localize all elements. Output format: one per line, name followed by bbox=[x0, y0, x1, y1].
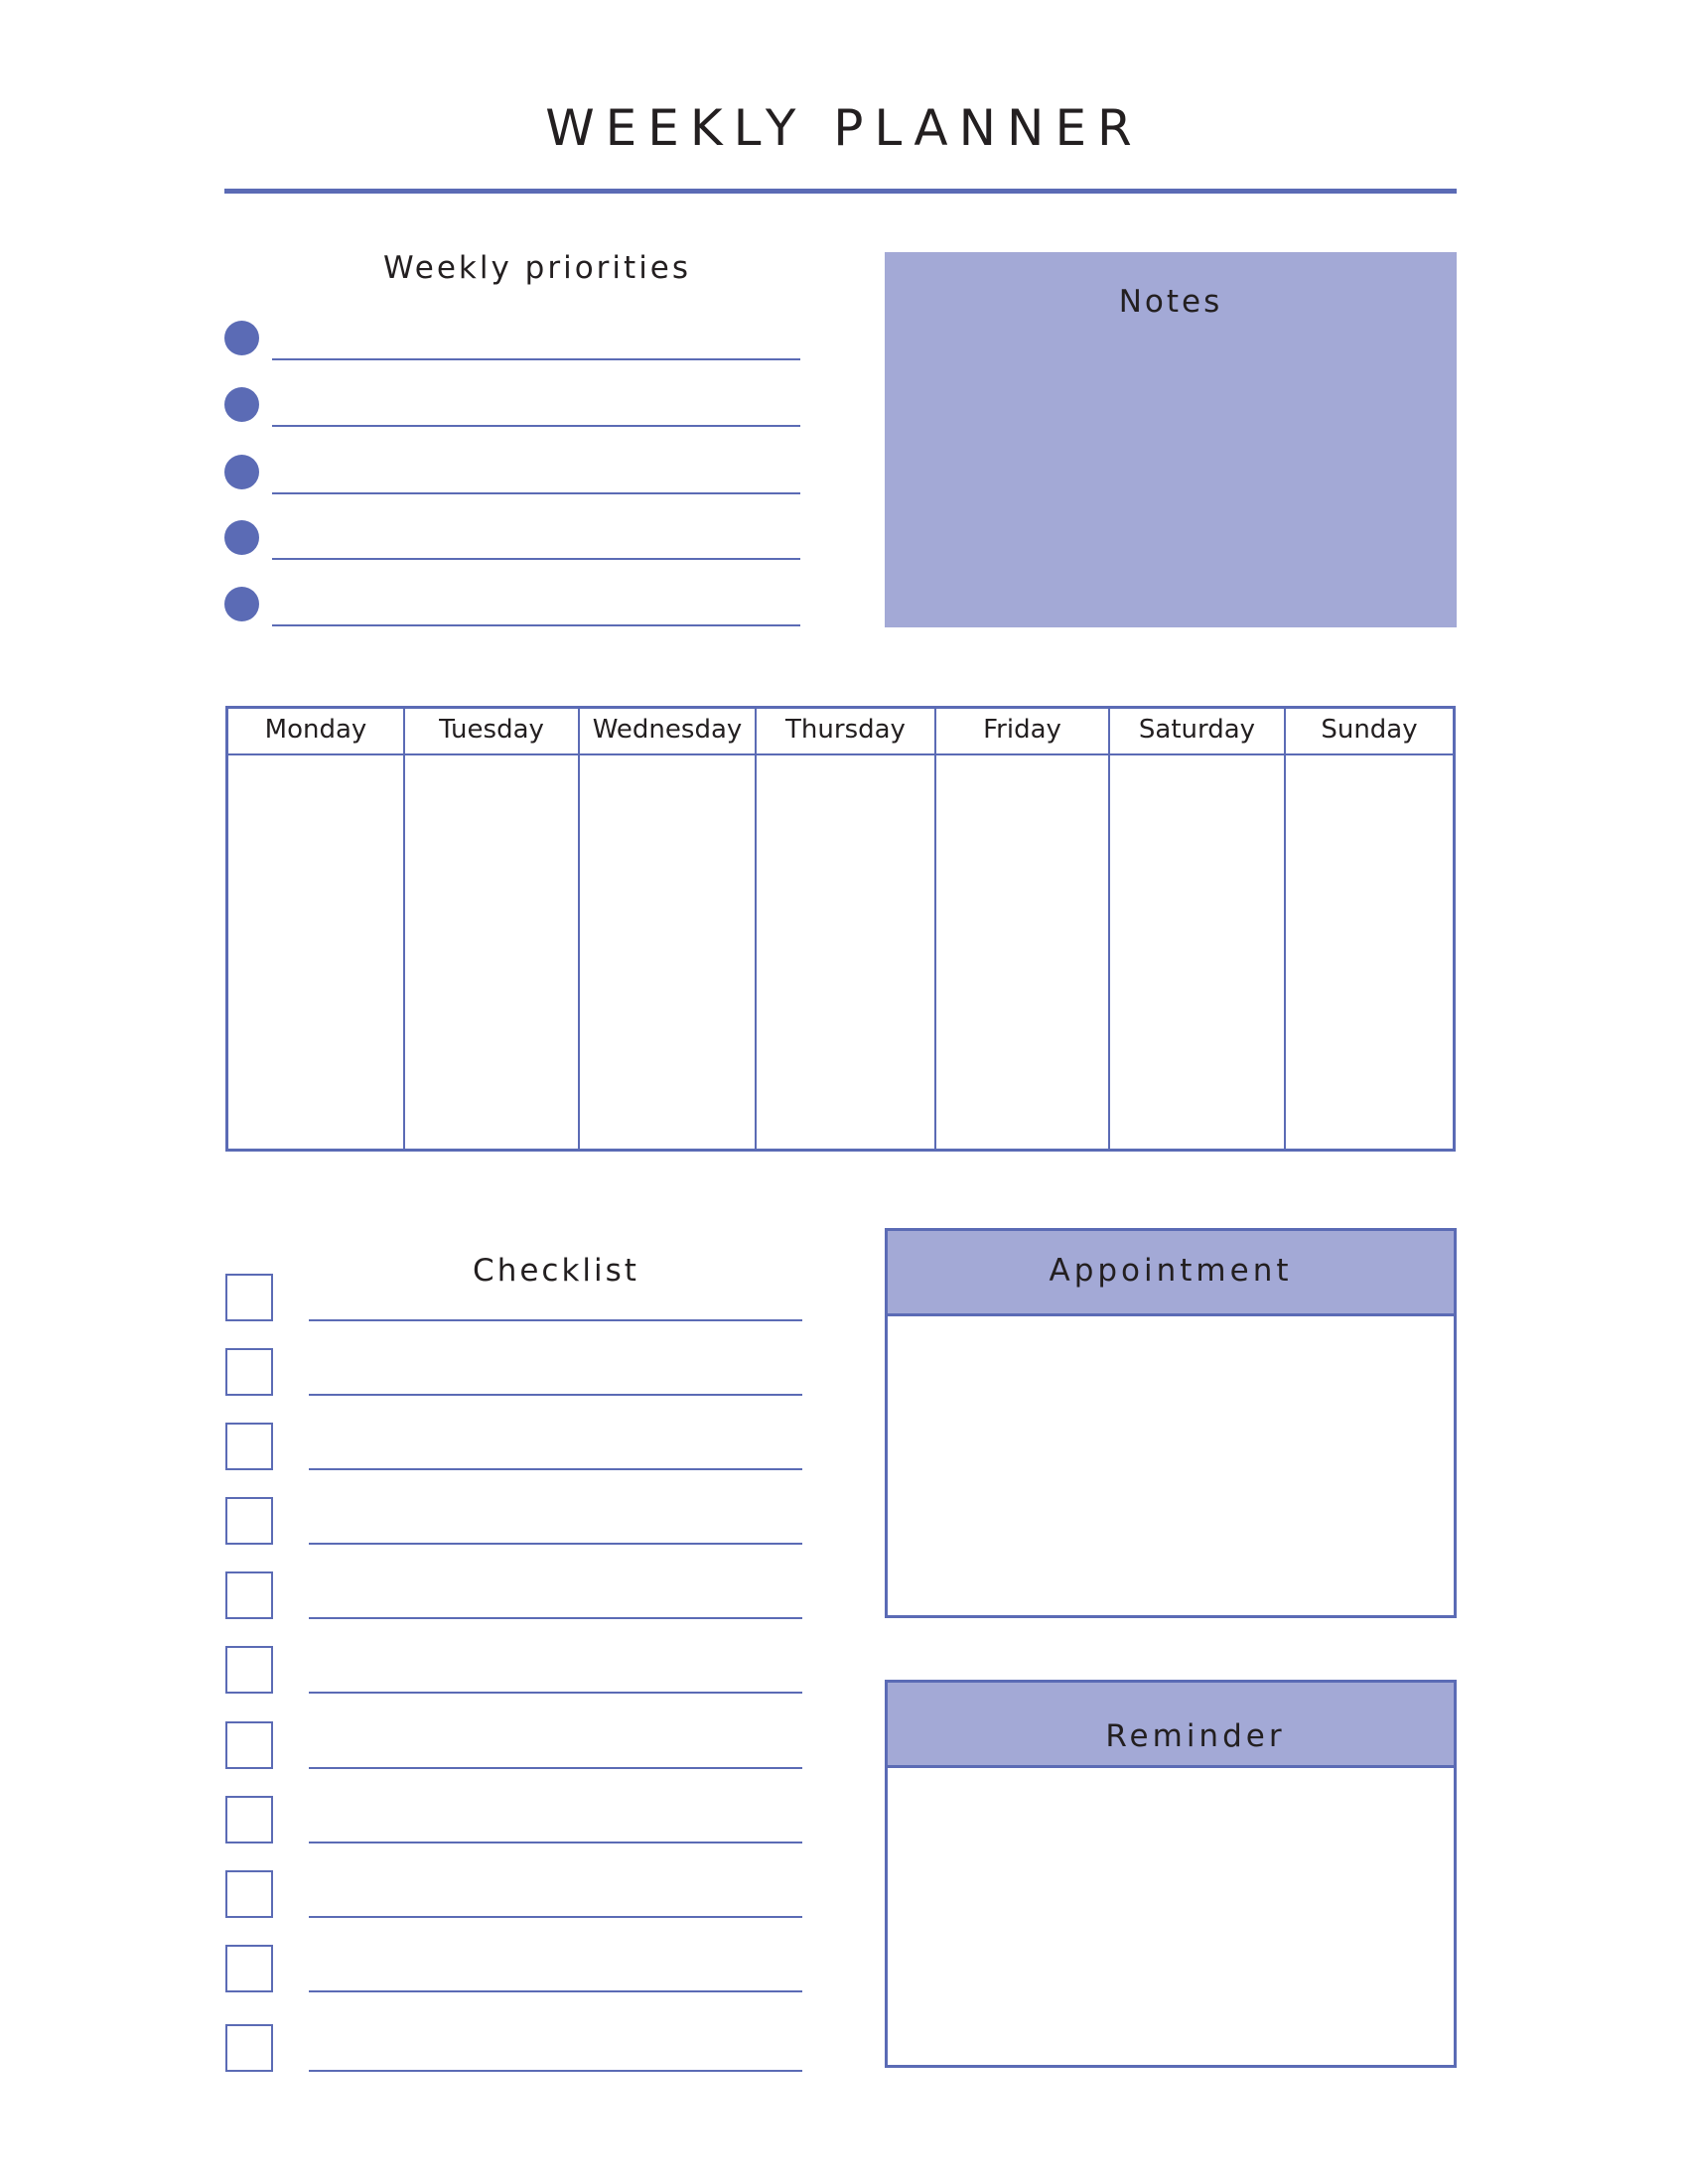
checklist-write-line[interactable] bbox=[309, 1319, 802, 1321]
bullet-dot-icon bbox=[224, 455, 259, 489]
checklist-item[interactable] bbox=[225, 1348, 801, 1398]
day-label: Wednesday bbox=[592, 715, 743, 745]
priority-item[interactable] bbox=[224, 520, 800, 560]
bullet-dot-icon bbox=[224, 387, 259, 422]
appointment-heading: Appointment bbox=[1049, 1253, 1293, 1289]
priority-item[interactable] bbox=[224, 387, 800, 427]
checklist-write-line[interactable] bbox=[309, 1842, 802, 1843]
reminder-heading: Reminder bbox=[1105, 1718, 1286, 1754]
checkbox[interactable] bbox=[225, 1721, 273, 1769]
day-label: Monday bbox=[264, 715, 367, 745]
checkbox[interactable] bbox=[225, 1274, 273, 1321]
reminder-panel[interactable] bbox=[885, 1680, 1457, 2068]
checklist-write-line[interactable] bbox=[309, 1468, 802, 1470]
day-label: Tuesday bbox=[439, 715, 544, 745]
checklist-write-line[interactable] bbox=[309, 1767, 802, 1769]
day-column-saturday[interactable] bbox=[1110, 709, 1286, 1149]
checkbox[interactable] bbox=[225, 2024, 273, 2072]
day-column-wednesday[interactable] bbox=[580, 709, 757, 1149]
checkbox[interactable] bbox=[225, 1348, 273, 1396]
priority-item[interactable] bbox=[224, 587, 800, 626]
day-label: Thursday bbox=[785, 715, 906, 745]
checkbox[interactable] bbox=[225, 1870, 273, 1918]
checklist-heading: Checklist bbox=[473, 1253, 639, 1289]
day-label: Saturday bbox=[1138, 715, 1256, 745]
day-column-thursday[interactable] bbox=[757, 709, 936, 1149]
appointment-header bbox=[888, 1231, 1454, 1316]
title-divider bbox=[224, 189, 1457, 194]
day-column-tuesday[interactable] bbox=[405, 709, 580, 1149]
week-header-divider bbox=[228, 753, 1453, 755]
checklist-item[interactable] bbox=[225, 1423, 801, 1472]
checklist-item[interactable] bbox=[225, 1646, 801, 1696]
day-column-monday[interactable] bbox=[228, 709, 405, 1149]
priorities-heading: Weekly priorities bbox=[382, 250, 692, 286]
priority-write-line[interactable] bbox=[272, 425, 800, 427]
checklist-write-line[interactable] bbox=[309, 1394, 802, 1396]
checkbox[interactable] bbox=[225, 1423, 273, 1470]
day-label: Sunday bbox=[1321, 715, 1418, 745]
checklist-item[interactable] bbox=[225, 1870, 801, 1920]
checklist-write-line[interactable] bbox=[309, 1617, 802, 1619]
appointment-panel[interactable] bbox=[885, 1228, 1457, 1618]
day-column-friday[interactable] bbox=[936, 709, 1110, 1149]
priority-write-line[interactable] bbox=[272, 558, 800, 560]
checklist-item[interactable] bbox=[225, 1274, 801, 1323]
checkbox[interactable] bbox=[225, 1945, 273, 1992]
priority-write-line[interactable] bbox=[272, 358, 800, 360]
checklist-write-line[interactable] bbox=[309, 1692, 802, 1694]
checklist-item[interactable] bbox=[225, 2024, 801, 2074]
bullet-dot-icon bbox=[224, 321, 259, 355]
priority-write-line[interactable] bbox=[272, 492, 800, 494]
priority-item[interactable] bbox=[224, 321, 800, 360]
day-column-sunday[interactable] bbox=[1286, 709, 1453, 1149]
bullet-dot-icon bbox=[224, 520, 259, 555]
checklist-write-line[interactable] bbox=[309, 1990, 802, 1992]
priority-write-line[interactable] bbox=[272, 624, 800, 626]
checklist-write-line[interactable] bbox=[309, 2070, 802, 2072]
bullet-dot-icon bbox=[224, 587, 259, 621]
checklist-item[interactable] bbox=[225, 1721, 801, 1771]
checklist-write-line[interactable] bbox=[309, 1543, 802, 1545]
checkbox[interactable] bbox=[225, 1571, 273, 1619]
reminder-header bbox=[888, 1683, 1454, 1768]
checklist-item[interactable] bbox=[225, 1945, 801, 1994]
day-label: Friday bbox=[983, 715, 1061, 745]
checkbox[interactable] bbox=[225, 1497, 273, 1545]
checklist-item[interactable] bbox=[225, 1497, 801, 1547]
checkbox[interactable] bbox=[225, 1646, 273, 1694]
page-title: WEEKLY PLANNER bbox=[545, 99, 1143, 157]
week-grid bbox=[225, 706, 1456, 1152]
checklist-write-line[interactable] bbox=[309, 1916, 802, 1918]
checkbox[interactable] bbox=[225, 1796, 273, 1843]
checklist-item[interactable] bbox=[225, 1796, 801, 1845]
checklist-item[interactable] bbox=[225, 1571, 801, 1621]
notes-heading: Notes bbox=[1118, 284, 1223, 320]
priority-item[interactable] bbox=[224, 455, 800, 494]
